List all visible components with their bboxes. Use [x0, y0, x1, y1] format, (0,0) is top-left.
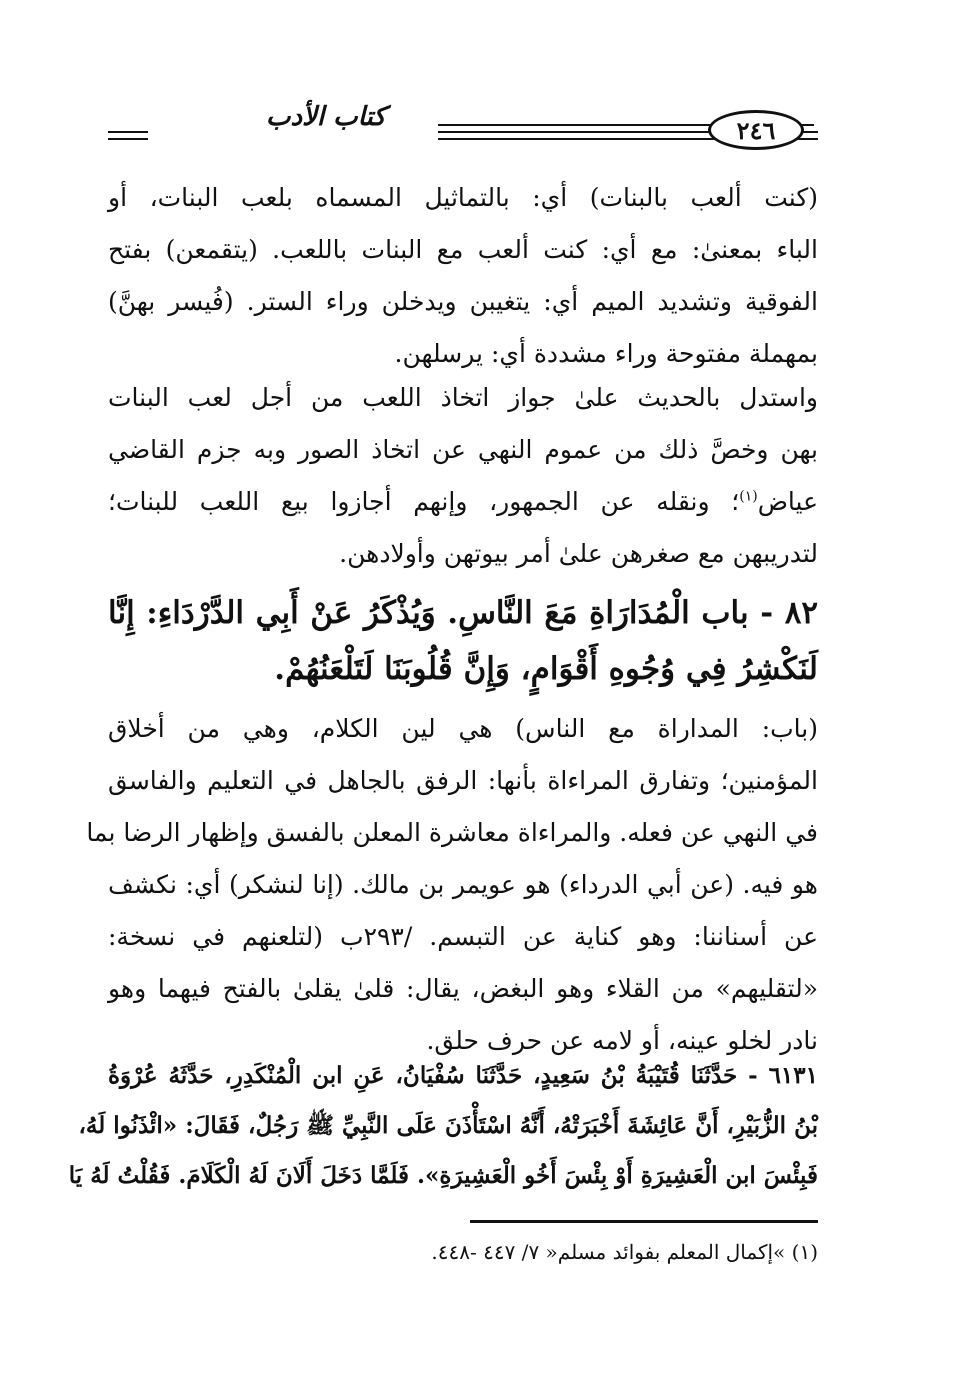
header-rule	[802, 131, 818, 133]
text-line: بمهملة مفتوحة وراء مشددة أي: يرسلهن.	[394, 339, 818, 368]
heading-line: ٨٢ - باب الْمُدَارَاةِ مَعَ النَّاسِ. وَيُذْكَرُ عَنْ أَبِي الدَّرْدَاءِ: إِنَّا	[108, 595, 818, 631]
text-line: بهن وخصَّ ذلك من عموم النهي عن اتخاذ الصور وبه جزم القاضي	[108, 435, 818, 464]
chapter-heading	[108, 585, 818, 697]
text-line	[108, 476, 818, 528]
hadith-text	[68, 1051, 818, 1201]
header-rule	[802, 138, 818, 140]
text-line: (باب: المداراة مع الناس) هي لين الكلام، وهي من أخلاق	[108, 714, 818, 743]
hadith-line: فَبِئْسَ ابن الْعَشِيرَةِ أَوْ بِئْسَ أَخُو الْعَشِيرَةِ». فَلَمَّا دَخَلَ أَلَانَ لَهُ الْكَلَامَ. فَقُلْتُ لَهُ يَا	[68, 1162, 818, 1189]
text-line: في النهي عن فعله. والمراءاة معاشرة المعلن بالفسق وإظهار الرضا بما	[86, 818, 818, 847]
text-line: نادر لخلو عينه، أو لامه عن حرف حلق.	[426, 1026, 818, 1055]
text-fragment: ؛ ونقله عن الجمهور، وإنهم أجازوا بيع اللعب للبنات؛	[108, 487, 740, 516]
text-line: الفوقية وتشديد الميم أي: يتغيبن ويدخلن وراء الستر. (فُيسر بهنَّ)	[108, 287, 818, 316]
heading-line: لَنَكْشِرُ فِي وُجُوهِ أَقْوَامٍ، وَإِنَّ قُلُوبَنَا لَتَلْعَنُهُمْ.	[274, 651, 818, 687]
text-line: عن أسناننا: وهو كناية عن التبسم. /٢٩٣ب (لتلعنهم في نسخة:	[108, 922, 818, 951]
commentary-paragraph	[108, 372, 818, 580]
text-line: (كنت ألعب بالبنات) أي: بالتماثيل المسماه بلعب البنات، أو	[108, 183, 818, 212]
page-header	[108, 98, 818, 158]
footnote: (١) »إكمال المعلم بفوائد مسلم« ٧/ ٤٤٧ -٤٤٨.	[431, 1240, 818, 1264]
commentary-paragraph	[86, 703, 818, 1067]
text-line: واستدل بالحديث علىٰ جواز اتخاذ اللعب من أجل لعب البنات	[108, 383, 818, 412]
text-line: هو فيه. (عن أبي الدرداء) هو عويمر بن مالك. (إنا لنشكر) أي: نكشف	[108, 870, 818, 899]
hadith-line: بْنُ الزُّبَيْرِ، أَنَّ عَائِشَةَ أَخْبَرَتْهُ، أَنَّهُ اسْتَأْذَنَ عَلَى النَّبِيِّ ﷺ رَجُلٌ، فَقَالَ: «ائْذَنُوا لَهُ،	[78, 1112, 818, 1139]
header-rule	[108, 138, 148, 140]
hadith-line: ٦١٣١ - حَدَّثَنَا قُتَيْبَةُ بْنُ سَعِيدٍ، حَدَّثَنَا سُفْيَانُ، عَنِ ابن الْمُنْكَدِرِ، حَدَّثَهُ عُرْوَةُ	[108, 1062, 818, 1089]
footnote-marker[interactable]: (١)	[739, 488, 758, 505]
commentary-paragraph	[108, 172, 818, 380]
text-line: «لتقليهم» من القلاء وهو البغض، يقال: قلىٰ يقلىٰ بالفتح فيهما وهو	[108, 974, 818, 1003]
footnote-divider	[470, 1220, 818, 1223]
text-line: الباء بمعنىٰ: مع أي: كنت ألعب مع البنات باللعب. (يتقمعن) بفتح	[108, 235, 818, 264]
running-title: كتاب الأدب	[266, 102, 386, 132]
text-fragment: عياض	[757, 487, 818, 516]
header-rule	[108, 131, 148, 133]
text-line: لتدريبهن مع صغرهن علىٰ أمر بيوتهن وأولادهن.	[339, 539, 818, 568]
page-number: ٢٤٦	[708, 110, 804, 150]
text-line: المؤمنين؛ وتفارق المراءاة بأنها: الرفق بالجاهل في التعليم والفاسق	[108, 766, 818, 795]
